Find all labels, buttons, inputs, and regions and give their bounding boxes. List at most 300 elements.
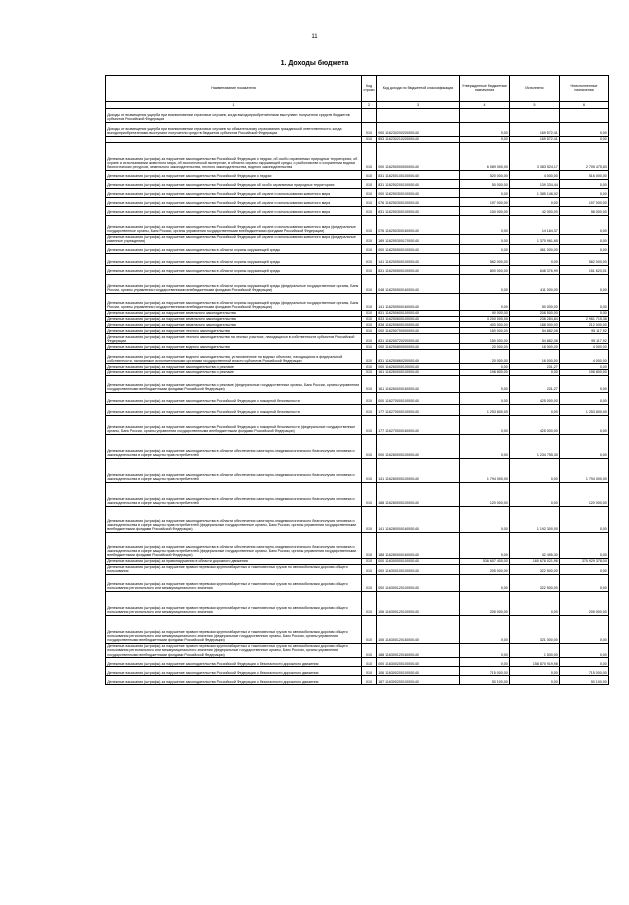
header-income-code: Код дохода по бюджетной классификации: [377, 76, 460, 102]
row-approved-cell: 0,00: [460, 415, 510, 434]
row-name-cell: Денежные взыскания (штрафы) за нарушение законодательства в области обеспечения санитарно-эпидемиологического благополучия человека и законодательства в сфере защиты прав потребителей (федеральные государственные органы, Банк России, органы управления государственными внебюджетными фондами Российской Федерации): [106, 532, 362, 558]
row-approved-cell: 0,00: [460, 506, 510, 532]
row-unexecuted-cell: 0,00: [560, 532, 609, 558]
row-approved-cell: 90 000,00: [460, 310, 510, 316]
row-line-code-cell: 010: [362, 364, 377, 370]
row-name-cell: Денежные взыскания (штрафы) за нарушение земельного законодательства: [106, 310, 362, 316]
column-number: 5: [510, 101, 560, 108]
row-approved-cell: 150 000,00: [460, 334, 510, 344]
row-executed-cell: 208 500,00: [510, 310, 560, 316]
table-row: [106, 334, 609, 344]
row-unexecuted-cell: 0,00: [560, 392, 609, 404]
column-number: 6: [560, 101, 609, 108]
row-unexecuted-cell: 0,00: [560, 506, 609, 532]
row-income-code-cell: 177 11627000010000140: [377, 404, 460, 415]
row-executed-cell: 14 184,37: [510, 215, 560, 234]
row-unexecuted-cell: 0,00: [560, 244, 609, 253]
table-row: [106, 265, 609, 274]
row-income-code-cell: 831 11625020010000140: [377, 179, 460, 188]
row-unexecuted-cell: 0,00: [560, 274, 609, 293]
row-line-code-cell: 010: [362, 643, 377, 657]
row-executed-cell: 0,00: [510, 458, 560, 482]
row-line-code-cell: 010: [362, 615, 377, 643]
row-executed-cell: 1 385 146,02: [510, 188, 560, 197]
row-name-cell: Денежные взыскания (штрафы) за нарушение правил перевозки крупногабаритных и тяжеловесных грузов по автомобильным дорогам общего пользования: [106, 564, 362, 574]
row-income-code-cell: 141 11628000010000140: [377, 458, 460, 482]
row-income-code-cell: 187 11630020010000140: [377, 676, 460, 685]
row-unexecuted-cell: 0,00: [560, 310, 609, 316]
row-unexecuted-cell: 0,00: [560, 415, 609, 434]
row-unexecuted-cell: 197 000,00: [560, 197, 609, 206]
row-income-code-cell: 000 11630000010000140: [377, 558, 460, 564]
row-line-code-cell: 010: [362, 532, 377, 558]
row-executed-cell: 188 000,00: [510, 322, 560, 328]
row-line-code-cell: 010: [362, 293, 377, 310]
row-unexecuted-cell: 0,00: [560, 658, 609, 667]
row-name-cell: Денежные взыскания (штрафы) за нарушение правил перевозки крупногабаритных и тяжеловесных грузов по автомобильным дорогам общего пользования регионального или межмуниципального значения: [106, 574, 362, 591]
row-name-cell: Денежные взыскания (штрафы) за нарушение законодательства в области обеспечения санитарно-эпидемиологического благополучия человека и законодательства в сфере защиты прав потребителей: [106, 482, 362, 506]
row-approved-cell: 0,00: [460, 244, 510, 253]
table-row: [106, 404, 609, 415]
row-income-code-cell: 106 11630012010000140: [377, 591, 460, 615]
row-unexecuted-cell: 0,00: [560, 643, 609, 657]
table-row: [106, 658, 609, 667]
row-unexecuted-cell: 4 000,00: [560, 350, 609, 364]
row-executed-cell: 50 000,00: [510, 293, 560, 310]
row-income-code-cell: 000 11626000010000140: [377, 364, 460, 370]
row-name-cell: Денежные взыскания (штрафы) за нарушение законодательства Российской Федерации об охране и использовании животного мира (федеральные государственные органы, Банк России, органы управления государственными внебюджетными фондами Российской Федерации): [106, 215, 362, 234]
row-income-code-cell: 141 11628000016000140: [377, 506, 460, 532]
row-line-code-cell: 010: [362, 350, 377, 364]
row-income-code-cell: 853 11623021020000140: [377, 136, 460, 142]
table-row: [106, 615, 609, 643]
row-income-code-cell: 000 11625000000000140: [377, 142, 460, 170]
row-line-code-cell: 010: [362, 482, 377, 506]
row-approved-cell: 0,00: [460, 188, 510, 197]
row-approved-cell: 197 000,00: [460, 197, 510, 206]
row-line-code-cell: 010: [362, 658, 377, 667]
table-row: [106, 676, 609, 685]
row-approved-cell: 3 200 000,00: [460, 316, 510, 322]
row-approved-cell: 0,00: [460, 532, 510, 558]
table-row: [106, 142, 609, 170]
table-row: [106, 591, 609, 615]
table-row: [106, 506, 609, 532]
row-executed-cell: 0,00: [510, 197, 560, 206]
row-unexecuted-cell: 0,00: [560, 293, 609, 310]
row-income-code-cell: 831 11625086020000140: [377, 350, 460, 364]
row-name-cell: Денежные взыскания (штрафы) за нарушение водного законодательства, установленное на водных объектах, находящихся в федеральной собственности, налагаемые исполнительными органами государственной власти субъектов Российской Федерации: [106, 350, 362, 364]
row-name-cell: Денежные взыскания (штрафы) за нарушение правил перевозки крупногабаритных и тяжеловесных грузов по автомобильным дорогам общего пользования регионального или межмуниципального значения (федеральные государственные органы, Банк России, органы управления государственными внебюджетными фондами Российской Федерации): [106, 643, 362, 657]
row-unexecuted-cell: 715 000,00: [560, 667, 609, 676]
row-income-code-cell: 188 11628000016000140: [377, 532, 460, 558]
row-executed-cell: 0,00: [510, 482, 560, 506]
row-name-cell: Денежные взыскания (штрафы) за нарушение земельного законодательства: [106, 322, 362, 328]
row-income-code-cell: 838 11625060010000140: [377, 322, 460, 328]
row-name-cell: Доходы от возмещения ущерба при возникновении страховых случаев по обязательному страхованию гражданской ответственности, когда выгодоприобретателями выступают получатели средств бюджетов субъектов Российской Федерации: [106, 122, 362, 136]
header-executed: Исполнено: [510, 76, 560, 102]
row-executed-cell: 321 000,00: [510, 615, 560, 643]
row-executed-cell: 322 500,00: [510, 574, 560, 591]
row-approved-cell: 0,00: [460, 375, 510, 392]
row-line-code-cell: 010: [362, 574, 377, 591]
row-line-code-cell: 010: [362, 334, 377, 344]
budget-table: [105, 75, 609, 685]
row-unexecuted-cell: 0,00: [560, 375, 609, 392]
row-executed-cell: 54 882,08: [510, 334, 560, 344]
row-line-code-cell: 010: [362, 458, 377, 482]
row-unexecuted-cell: 0,00: [560, 574, 609, 591]
column-number: 3: [377, 101, 460, 108]
table-row: [106, 108, 609, 122]
row-approved-cell: 520 000,00: [460, 170, 510, 179]
row-income-code-cell: 000 11627000010000140: [377, 392, 460, 404]
row-name-cell: Денежные взыскания (штрафы) за нарушение законодательства в области обеспечения санитарно-эпидемиологического благополучия человека и законодательства в сфере защиты прав потребителей: [106, 458, 362, 482]
table-body: [106, 108, 609, 685]
row-name-cell: Денежные взыскания (штрафы) за нарушение законодательства Российской Федерации о безопасности дорожного движения: [106, 667, 362, 676]
row-name-cell: Денежные взыскания (штрафы) за нарушение правил перевозки крупногабаритных и тяжеловесных грузов по автомобильным дорогам общего пользования регионального или межмуниципального значения: [106, 591, 362, 615]
row-income-code-cell: 831 11625050010000140: [377, 265, 460, 274]
row-executed-cell: 0,00: [510, 676, 560, 685]
row-name-cell: Денежные взыскания (штрафы) за нарушение законодательства в области охраны окружающей среды: [106, 244, 362, 253]
row-income-code-cell: 141 11625050010000140: [377, 253, 460, 265]
row-line-code-cell: 010: [362, 328, 377, 334]
row-line-code-cell: 010: [362, 136, 377, 142]
row-income-code-cell: 188 11630012016000140: [377, 643, 460, 657]
row-executed-cell: 0,00: [510, 253, 560, 265]
header-approved: Утвержденные бюджетные назначения: [460, 76, 510, 102]
row-name-cell: Денежные взыскания (штрафы) за нарушение законодательства Российской Федерации об охране и использовании животного мира (федеральные казенные учреждения): [106, 234, 362, 244]
row-income-code-cell: 000 11625030010000140: [377, 188, 460, 197]
row-income-code-cell: 177 11627000016000140: [377, 415, 460, 434]
row-unexecuted-cell: 375 929 378,04: [560, 558, 609, 564]
table-row: [106, 392, 609, 404]
row-approved-cell: 582 000,00: [460, 253, 510, 265]
row-income-code-cell: 000 11630010010000140: [377, 564, 460, 574]
row-unexecuted-cell: 0,00: [560, 564, 609, 574]
row-name-cell: Доходы от возмещения ущерба при возникновении страховых случаев, когда выгодоприобретателями выступают получатели средств бюджетов субъектов Российской Федерации: [106, 108, 362, 122]
table-row: [106, 197, 609, 206]
row-income-code-cell: 106 11630012016000140: [377, 615, 460, 643]
row-unexecuted-cell: 0,00: [560, 188, 609, 197]
row-executed-cell: 42 000,00: [510, 206, 560, 215]
row-income-code-cell: 048 11625050016000140: [377, 274, 460, 293]
row-line-code-cell: 010: [362, 244, 377, 253]
row-unexecuted-cell: 212 000,00: [560, 322, 609, 328]
row-unexecuted-cell: 1 794 000,00: [560, 458, 609, 482]
row-executed-cell: 3 383 524,17: [510, 142, 560, 170]
row-line-code-cell: 010: [362, 206, 377, 215]
row-name-cell: Денежные взыскания (штрафы) за нарушение законодательства Российской Федерации о недрах, об особо охраняемых природных территориях, об охране и использовании животного мира, об экологической экспертизе, в области охраны окружающей среды, о рыболовстве и сохранении водных биологических ресурсов, земельного законодательства, лесного законодательства, водного законодательства: [106, 142, 362, 170]
row-approved-cell: 205 000,00: [460, 591, 510, 615]
row-name-cell: Денежные взыскания (штрафы) за нарушение законодательства Российской Федерации об охране и использовании животного мира: [106, 197, 362, 206]
row-unexecuted-cell: 0,00: [560, 215, 609, 234]
row-approved-cell: 0,00: [460, 658, 510, 667]
row-line-code-cell: 010: [362, 310, 377, 316]
row-approved-cell: 150 000,00: [460, 328, 510, 334]
table-row: [106, 350, 609, 364]
row-approved-cell: 6 089 000,00: [460, 142, 510, 170]
row-line-code-cell: 010: [362, 142, 377, 170]
row-name-cell: Денежные взыскания (штрафы) за нарушение земельного законодательства: [106, 316, 362, 322]
row-line-code-cell: 010: [362, 375, 377, 392]
row-line-code-cell: 010: [362, 253, 377, 265]
table-row: [106, 667, 609, 676]
row-executed-cell: 0,00: [510, 370, 560, 376]
row-line-code-cell: 010: [362, 434, 377, 458]
row-income-code-cell: 000 11625070000000140: [377, 328, 460, 334]
row-line-code-cell: 010: [362, 122, 377, 136]
row-approved-cell: 400 000,00: [460, 322, 510, 328]
row-unexecuted-cell: 0,00: [560, 234, 609, 244]
row-unexecuted-cell: 205 000,00: [560, 591, 609, 615]
row-unexecuted-cell: 0,00: [560, 122, 609, 136]
row-approved-cell: 0,00: [460, 364, 510, 370]
table-row: [106, 122, 609, 136]
row-approved-cell: 0,00: [460, 392, 510, 404]
row-income-code-cell: 000 11625050010000140: [377, 244, 460, 253]
row-income-code-cell: 000 11630012010000140: [377, 574, 460, 591]
row-line-code-cell: 010: [362, 265, 377, 274]
row-approved-cell: 0,00: [460, 643, 510, 657]
row-income-code-cell: 189 11625030017000140: [377, 234, 460, 244]
row-executed-cell: 169 572,41: [510, 122, 560, 136]
row-approved-cell: 120 000,00: [460, 482, 510, 506]
row-line-code-cell: 010: [362, 558, 377, 564]
table-row: [106, 244, 609, 253]
row-approved-cell: 198 800,00: [460, 370, 510, 376]
row-line-code-cell: 010: [362, 392, 377, 404]
row-executed-cell: 42 455,30: [510, 532, 560, 558]
row-name-cell: Денежные взыскания (штрафы) за нарушение законодательства в области охраны окружающей среды: [106, 253, 362, 265]
row-executed-cell: 16 000,00: [510, 350, 560, 364]
row-executed-cell: [510, 108, 560, 122]
row-income-code-cell: 000 11625080000000140: [377, 344, 460, 350]
row-name-cell: Денежные взыскания (штрафы) за нарушение законодательства Российской Федерации о безопасности дорожного движения: [106, 676, 362, 685]
row-line-code-cell: 010: [362, 404, 377, 415]
row-line-code-cell: 010: [362, 170, 377, 179]
row-name-cell: Денежные взыскания (штрафы) за нарушение законодательства Российской Федерации об особо охраняемых природных территориях: [106, 179, 362, 188]
row-approved-cell: 536 607 400,00: [460, 558, 510, 564]
row-unexecuted-cell: 4 000,00: [560, 344, 609, 350]
row-unexecuted-cell: 151 623,01: [560, 265, 609, 274]
column-number: 2: [362, 101, 377, 108]
row-executed-cell: 1 500,00: [510, 643, 560, 657]
row-unexecuted-cell: 2 961 715,36: [560, 316, 609, 322]
row-executed-cell: 461 000,00: [510, 244, 560, 253]
header-unexecuted: Неисполненные назначения: [560, 76, 609, 102]
row-name-cell: Денежные взыскания (штрафы) за нарушение законодательства Российской Федерации о пожарной безопасности (федеральные государственные органы, Банк России, органы управления государственными внебюджетными фондами Российской Федерации): [106, 415, 362, 434]
row-income-code-cell: 188 11628000010000140: [377, 482, 460, 506]
table-header-row: [106, 76, 609, 102]
row-unexecuted-cell: 1 253 800,00: [560, 404, 609, 415]
row-executed-cell: 158 870 919,98: [510, 658, 560, 667]
table-row: [106, 274, 609, 293]
row-line-code-cell: 010: [362, 188, 377, 197]
row-income-code-cell: 000 11628000010000140: [377, 434, 460, 458]
row-name-cell: Денежные взыскания (штрафы) за нарушение законодательства в области охраны окружающей среды: [106, 265, 362, 274]
row-line-code-cell: 010: [362, 322, 377, 328]
table-row: [106, 188, 609, 197]
row-executed-cell: 0,00: [510, 667, 560, 676]
row-name-cell: Денежные взыскания (штрафы) за нарушение водного законодательства: [106, 344, 362, 350]
row-unexecuted-cell: [560, 108, 609, 122]
row-line-code-cell: 010: [362, 676, 377, 685]
header-line-code: Код строки: [362, 76, 377, 102]
row-executed-cell: 0,00: [510, 404, 560, 415]
row-unexecuted-cell: 120 000,00: [560, 482, 609, 506]
row-name-cell: Денежные взыскания (штрафы) за правонарушения в области дорожного движения: [106, 558, 362, 564]
section-title: 1. Доходы бюджета: [280, 60, 349, 67]
row-unexecuted-cell: 0,00: [560, 179, 609, 188]
table-row: [106, 564, 609, 574]
row-name-cell: Денежные взыскания (штрафы) за нарушение законодательства в области обеспечения санитарно-эпидемиологического благополучия человека и законодательства в сфере защиты прав потребителей (федеральные государственные органы, Банк России, органы управления государственными внебюджетными фондами Российской Федерации): [106, 506, 362, 532]
row-approved-cell: 0,00: [460, 215, 510, 234]
row-income-code-cell: 161 11626000010000140: [377, 370, 460, 376]
row-name-cell: Денежные взыскания (штрафы) за нарушение законодательства о рекламе: [106, 370, 362, 376]
row-approved-cell: 100 000,00: [460, 206, 510, 215]
column-number-row: [106, 101, 609, 108]
row-approved-cell: 20 000,00: [460, 350, 510, 364]
row-approved-cell: 1 253 800,00: [460, 404, 510, 415]
row-income-code-cell: 000 11630020010000140: [377, 658, 460, 667]
row-approved-cell: 20 000,00: [460, 344, 510, 350]
row-name-cell: Денежные взыскания (штрафы) за нарушение законодательства в области охраны окружающей среды (федеральные государственные органы, Банк России, органы управления государственными внебюджетными фондами Российской Федерации): [106, 274, 362, 293]
row-name-cell: Денежные взыскания (штрафы) за нарушение законодательства Российской Федерации о недрах: [106, 170, 362, 179]
row-approved-cell: 0,00: [460, 274, 510, 293]
table-row: [106, 206, 609, 215]
row-approved-cell: 1 794 000,00: [460, 458, 510, 482]
row-approved-cell: 0,00: [460, 136, 510, 142]
row-approved-cell: 0,00: [460, 122, 510, 136]
row-line-code-cell: 010: [362, 215, 377, 234]
row-name-cell: Денежные взыскания (штрафы) за нарушение лесного законодательства: [106, 328, 362, 334]
row-income-code-cell: 831 11625060010000140: [377, 310, 460, 316]
row-line-code-cell: 010: [362, 316, 377, 322]
row-line-code-cell: 010: [362, 179, 377, 188]
row-income-code-cell: 833 11625060010000140: [377, 316, 460, 322]
row-executed-cell: 322 500,00: [510, 564, 560, 574]
row-approved-cell: 50 000,00: [460, 179, 510, 188]
row-executed-cell: 425 000,00: [510, 392, 560, 404]
row-approved-cell: 0,00: [460, 234, 510, 244]
row-line-code-cell: 010: [362, 370, 377, 376]
row-executed-cell: 425 000,00: [510, 415, 560, 434]
table-row: [106, 215, 609, 234]
row-executed-cell: 238 284,84: [510, 316, 560, 322]
row-line-code-cell: 010: [362, 564, 377, 574]
header-name: Наименование показателя: [106, 76, 362, 102]
row-income-code-cell: 161 11626000016000140: [377, 375, 460, 392]
row-name-cell: Денежные взыскания (штрафы) за нарушение законодательства Российской Федерации о безопасности дорожного движения: [106, 658, 362, 667]
table-row: [106, 234, 609, 244]
row-income-code-cell: 076 11625030010000140: [377, 197, 460, 206]
row-unexecuted-cell: 582 000,00: [560, 253, 609, 265]
row-name-cell: Денежные взыскания (штрафы) за нарушение законодательства Российской Федерации об охране и использовании животного мира: [106, 188, 362, 197]
row-approved-cell: 50 100,00: [460, 676, 510, 685]
row-executed-cell: 54 882,08: [510, 328, 560, 334]
row-unexecuted-cell: 58 000,00: [560, 206, 609, 215]
table-row: [106, 643, 609, 657]
row-approved-cell: [460, 108, 510, 122]
row-approved-cell: 715 000,00: [460, 667, 510, 676]
table-row: [106, 293, 609, 310]
column-number: 1: [106, 101, 362, 108]
row-executed-cell: 1 370 961,65: [510, 234, 560, 244]
row-line-code-cell: 010: [362, 667, 377, 676]
row-unexecuted-cell: 0,00: [560, 364, 609, 370]
table-row: [106, 482, 609, 506]
row-name-cell: Денежные взыскания (штрафы) за нарушение законодательства Российской Федерации о пожарной безопасности: [106, 392, 362, 404]
row-unexecuted-cell: 516 000,00: [560, 170, 609, 179]
row-approved-cell: 800 000,00: [460, 265, 510, 274]
table-row: [106, 253, 609, 265]
row-income-code-cell: 106 11630020010000140: [377, 667, 460, 676]
row-executed-cell: 4 000,00: [510, 170, 560, 179]
row-executed-cell: 139 334,44: [510, 179, 560, 188]
row-executed-cell: 1 192 300,00: [510, 506, 560, 532]
row-line-code-cell: 010: [362, 197, 377, 206]
row-name-cell: Денежные взыскания (штрафы) за нарушение правил перевозки крупногабаритных и тяжеловесных грузов по автомобильным дорогам общего пользования регионального или межмуниципального значения (федеральные государственные органы, Банк России, органы управления государственными внебюджетными фондами Российской Федерации): [106, 615, 362, 643]
row-approved-cell: 0,00: [460, 615, 510, 643]
row-line-code-cell: 010: [362, 344, 377, 350]
row-executed-cell: 160 678 021,96: [510, 558, 560, 564]
row-executed-cell: 16 000,00: [510, 344, 560, 350]
row-name-cell: Денежные взыскания (штрафы) за нарушение законодательства в области охраны окружающей среды (федеральные государственные органы, Банк России, органы управления государственными внебюджетными фондами Российской Федерации): [106, 293, 362, 310]
row-unexecuted-cell: 0,00: [560, 434, 609, 458]
row-line-code-cell: 010: [362, 274, 377, 293]
row-unexecuted-cell: 0,00: [560, 615, 609, 643]
row-income-code-cell: [377, 108, 460, 122]
row-line-code-cell: [362, 108, 377, 122]
page-number: 11: [311, 34, 318, 40]
column-number: 4: [460, 101, 510, 108]
row-income-code-cell: 141 11625050016000140: [377, 293, 460, 310]
row-line-code-cell: 010: [362, 506, 377, 532]
table-row: [106, 434, 609, 458]
row-executed-cell: 231,27: [510, 364, 560, 370]
row-income-code-cell: 831 11625072020000140: [377, 334, 460, 344]
table-row: [106, 179, 609, 188]
row-line-code-cell: 010: [362, 591, 377, 615]
table-row: [106, 458, 609, 482]
row-income-code-cell: 000 11623020020000140: [377, 122, 460, 136]
table-row: [106, 532, 609, 558]
row-executed-cell: 1 234 755,30: [510, 434, 560, 458]
row-executed-cell: 231,27: [510, 375, 560, 392]
row-unexecuted-cell: 0,00: [560, 136, 609, 142]
table-row: [106, 170, 609, 179]
row-income-code-cell: 076 11625030016000140: [377, 215, 460, 234]
row-executed-cell: 0,00: [510, 591, 560, 615]
row-name-cell: Денежные взыскания (штрафы) за нарушение законодательства Российской Федерации о пожарной безопасности: [106, 404, 362, 415]
row-line-code-cell: 010: [362, 415, 377, 434]
row-approved-cell: 0,00: [460, 293, 510, 310]
row-unexecuted-cell: 50 100,00: [560, 676, 609, 685]
row-executed-cell: 411 000,00: [510, 274, 560, 293]
row-approved-cell: 205 000,00: [460, 564, 510, 574]
row-income-code-cell: 831 11625030010000140: [377, 206, 460, 215]
row-name-cell: Денежные взыскания (штрафы) за нарушение законодательства в области обеспечения санитарно-эпидемиологического благополучия человека и законодательства в сфере защиты прав потребителей: [106, 434, 362, 458]
row-approved-cell: 0,00: [460, 434, 510, 458]
row-unexecuted-cell: 95 117,92: [560, 328, 609, 334]
row-income-code-cell: 831 11625010010000140: [377, 170, 460, 179]
table-row: [106, 415, 609, 434]
row-approved-cell: 0,00: [460, 574, 510, 591]
row-line-code-cell: 010: [362, 234, 377, 244]
row-unexecuted-cell: 95 117,92: [560, 334, 609, 344]
row-name-cell: Денежные взыскания (штрафы) за нарушение законодательства Российской Федерации об охране и использовании животного мира: [106, 206, 362, 215]
